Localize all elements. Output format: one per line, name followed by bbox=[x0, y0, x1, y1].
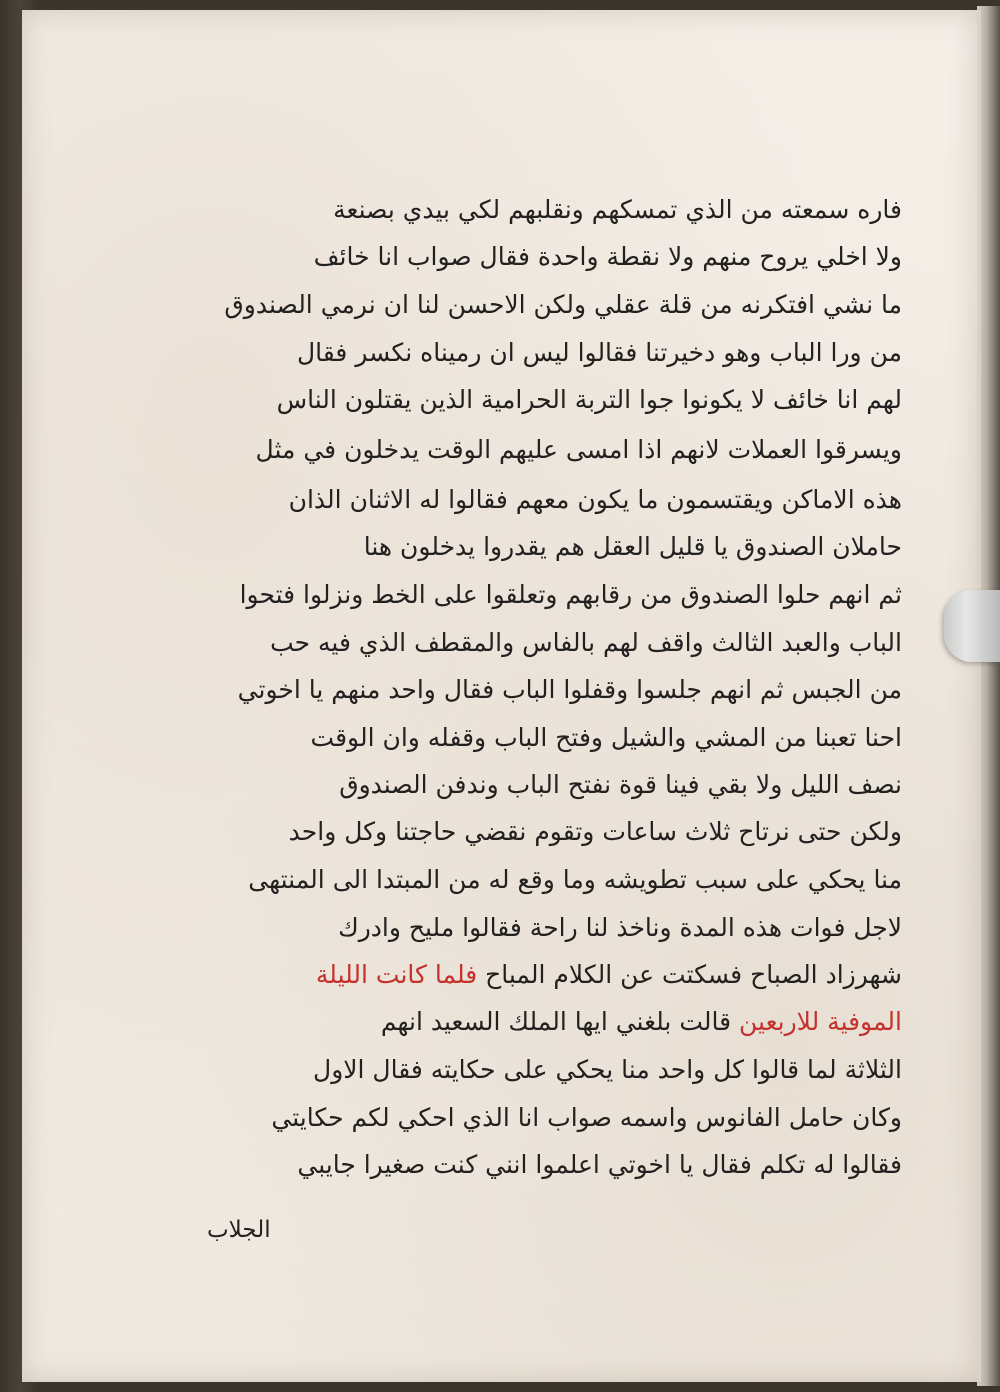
text-line bbox=[289, 812, 902, 852]
text-line bbox=[270, 623, 902, 663]
text-line bbox=[316, 955, 902, 995]
text-line bbox=[313, 1050, 902, 1090]
line-text: قالت بلغني ايها الملك السعيد انهم bbox=[380, 1007, 740, 1036]
line-text: ثم انهم حلوا الصندوق من رقابهم وتعلقوا على الخط ونزلوا فتحوا bbox=[239, 580, 902, 609]
line-text: منا يحكي على سبب تطويشه وما وقع له من المبتدا الى المنتهى bbox=[248, 865, 902, 894]
rubric-text: الموفية للاربعين bbox=[739, 1007, 902, 1036]
text-line bbox=[338, 908, 902, 948]
line-text: احنا تعبنا من المشي والشيل وفتح الباب وقفله وان الوقت bbox=[310, 723, 902, 752]
line-text: من ورا الباب وهو دخيرتنا فقالوا ليس ان رميناه نكسر فقال bbox=[297, 338, 902, 367]
text-line bbox=[381, 1002, 902, 1042]
text-line bbox=[238, 670, 902, 710]
rubric-text: فلما كانت الليلة bbox=[315, 960, 478, 989]
text-line bbox=[297, 1145, 902, 1185]
text-block bbox=[132, 190, 902, 1190]
text-line bbox=[314, 237, 902, 277]
text-line bbox=[256, 430, 902, 470]
line-text: شهرزاد الصباح فسكتت عن الكلام المباح bbox=[477, 960, 902, 989]
line-text: الباب والعبد الثالث واقف لهم بالفاس والمقطف الذي فيه حب bbox=[270, 628, 902, 657]
catchword: الجلاب bbox=[207, 1217, 271, 1243]
text-line bbox=[297, 333, 902, 373]
line-text: ولا اخلي يروح منهم ولا نقطة واحدة فقال صواب انا خائف bbox=[313, 242, 902, 271]
line-text: فقالوا له تكلم فقال يا اخوتي اعلموا انني كنت صغيرا جايبي bbox=[297, 1150, 902, 1179]
text-line bbox=[364, 527, 902, 567]
line-text: نصف الليل ولا بقي فينا قوة نفتح الباب وندفن الصندوق bbox=[339, 770, 902, 799]
line-text: هذه الاماكن ويقتسمون ما يكون معهم فقالوا له الاثنان الذان bbox=[288, 485, 902, 514]
text-line bbox=[240, 575, 902, 615]
line-text: لهم انا خائف لا يكونوا جوا التربة الحرامية الذين يقتلون الناس bbox=[276, 385, 902, 414]
line-text: الثلاثة لما قالوا كل واحد منا يحكي على حكايته فقال الاول bbox=[313, 1055, 902, 1084]
text-line bbox=[333, 190, 902, 230]
text-line bbox=[311, 718, 902, 758]
line-text: فاره سمعته من الذي تمسكهم ونقلبهم لكي بيدي بصنعة bbox=[333, 195, 902, 224]
line-text: ما نشي افتكرنه من قلة عقلي ولكن الاحسن لنا ان نرمي الصندوق bbox=[224, 290, 902, 319]
line-text: وكان حامل الفانوس واسمه صواب انا الذي احكي لكم حكايتي bbox=[271, 1103, 902, 1132]
line-text: ولكن حتى نرتاح ثلاث ساعات وتقوم نقضي حاجتنا وكل واحد bbox=[288, 817, 902, 846]
line-text: من الجبس ثم انهم جلسوا وقفلوا الباب فقال واحد منهم يا اخوتي bbox=[237, 675, 902, 704]
line-text: حاملان الصندوق يا قليل العقل هم يقدروا يدخلون هنا bbox=[363, 532, 902, 561]
line-text: لاجل فوات هذه المدة وناخذ لنا راحة فقالوا مليح وادرك bbox=[338, 913, 902, 942]
text-line bbox=[271, 1098, 902, 1138]
page-tab bbox=[944, 590, 1000, 662]
text-line bbox=[289, 480, 902, 520]
manuscript-page bbox=[22, 10, 981, 1382]
text-line bbox=[277, 380, 902, 420]
text-line bbox=[248, 860, 902, 900]
text-line bbox=[339, 765, 902, 805]
text-line bbox=[224, 285, 902, 325]
line-text: ويسرقوا العملات لانهم اذا امسى عليهم الوقت يدخلون في مثل bbox=[255, 435, 902, 464]
